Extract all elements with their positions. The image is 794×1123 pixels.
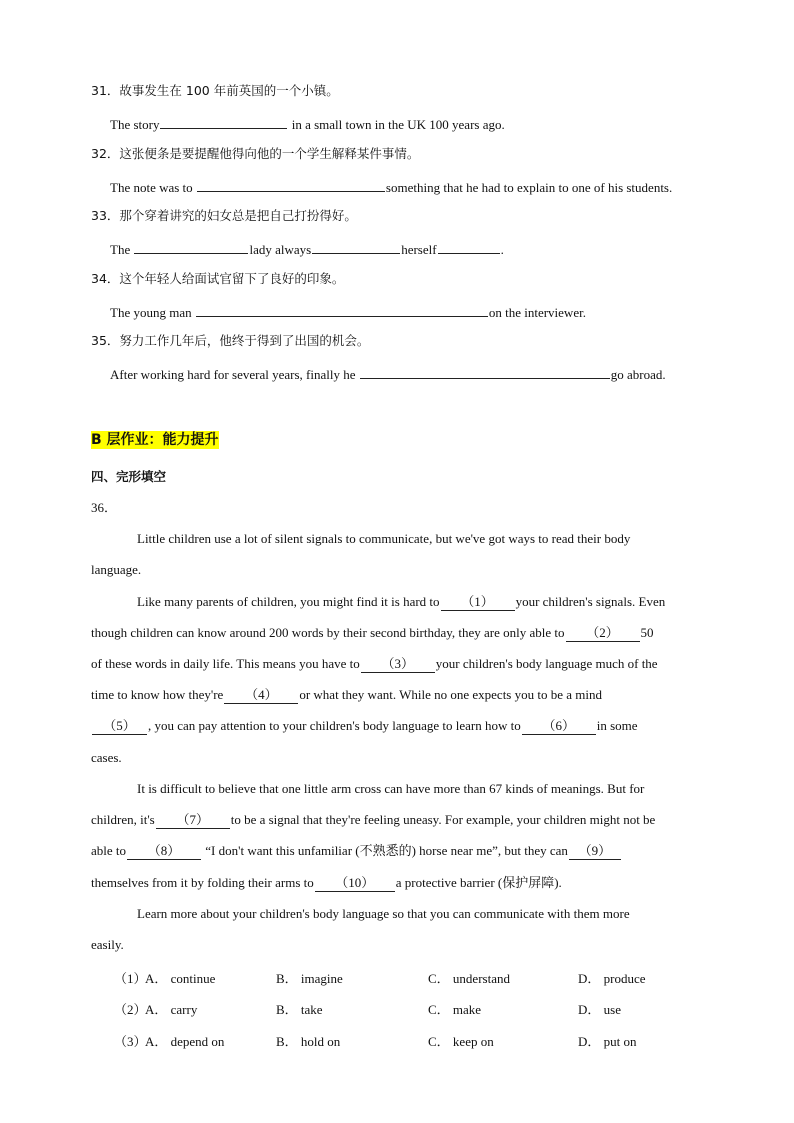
para3-l3-a: able to	[91, 843, 127, 858]
q33-text-c: herself	[401, 242, 437, 257]
para1-line2: language.	[91, 562, 142, 577]
blank-10[interactable]: （10）	[315, 875, 395, 892]
q35-text-b: go abroad.	[610, 367, 666, 382]
q34-text-b: on the interviewer.	[488, 305, 586, 320]
section-four-heading: 四、完形填空	[91, 469, 167, 484]
q31-chinese: 故事发生在 100 年前英国的一个小镇。	[119, 83, 339, 98]
para2-l5-b: in some	[596, 718, 638, 733]
option-1-b[interactable]: B． imagine	[276, 971, 343, 986]
para3-l4-b: a protective barrier (保护屏障).	[395, 875, 562, 890]
q34-text-a: The young man	[110, 305, 195, 320]
q34-blank[interactable]	[196, 303, 488, 317]
option-1-a[interactable]: A． continue	[145, 971, 216, 986]
blank-9[interactable]: （9）	[569, 843, 621, 860]
option-2-a[interactable]: A． carry	[145, 1002, 198, 1017]
option-3-number: （3）	[114, 1034, 147, 1049]
q32-text-a: The note was to	[110, 180, 196, 195]
para3-line1: It is difficult to believe that one little arm cross can have more than 67 kinds of meanings. But for	[137, 781, 645, 796]
q34-answer-line	[110, 303, 586, 321]
para3-line3	[91, 843, 622, 860]
para2-line6: cases.	[91, 750, 122, 765]
blank-7[interactable]: （7）	[156, 812, 230, 829]
q31-answer-line	[110, 115, 505, 133]
q31-text-a: The story	[110, 117, 160, 132]
q32-prompt	[91, 146, 419, 162]
q34-number: 34．	[91, 271, 120, 286]
blank-3[interactable]: （3）	[361, 656, 435, 673]
option-2-c[interactable]: C． make	[428, 1002, 482, 1017]
q35-chinese: 努力工作几年后，他终于得到了出国的机会。	[119, 333, 370, 348]
q33-answer-line	[110, 240, 504, 258]
q32-text-b: something that he had to explain to one of his students.	[385, 180, 673, 195]
blank-5[interactable]: （5）	[92, 718, 147, 735]
para2-l1-b: your children's signals. Even	[515, 594, 666, 609]
para4-line1: Learn more about your children's body language so that you can communicate with them more	[137, 906, 630, 921]
q32-number: 32．	[91, 146, 120, 161]
blank-4[interactable]: （4）	[224, 687, 298, 704]
option-3-c[interactable]: C． keep on	[428, 1034, 494, 1049]
para2-line4	[91, 687, 602, 704]
q32-chinese: 这张便条是要提醒他得向他的一个学生解释某件事情。	[119, 146, 420, 161]
section-b-heading	[91, 430, 219, 450]
q34-prompt	[91, 271, 344, 287]
q35-answer-line	[110, 365, 666, 383]
para2-l2-a: though children can know around 200 words by their second birthday, they are only able to	[91, 625, 565, 640]
blank-2[interactable]: （2）	[566, 625, 640, 642]
para1-line1: Little children use a lot of silent signals to communicate, but we've got ways to read their body	[137, 531, 631, 546]
para2-l1-a: Like many parents of children, you might find it is hard to	[137, 594, 440, 609]
q33-text-d: .	[500, 242, 504, 257]
para4-line2: easily.	[91, 937, 124, 952]
para2-line2	[91, 625, 654, 642]
q32-blank[interactable]	[197, 178, 385, 192]
q35-text-a: After working hard for several years, finally he	[110, 367, 359, 382]
para2-line1	[137, 594, 665, 611]
option-1-c[interactable]: C． understand	[428, 971, 510, 986]
para2-l5-a: , you can pay attention to your children's body language to learn how to	[148, 718, 521, 733]
para2-l3-b: your children's body language much of the	[435, 656, 658, 671]
para3-l3-b: “I don't want this unfamiliar (不熟悉的) horse near me”, but they can	[202, 843, 568, 858]
q33-number: 33．	[91, 208, 120, 223]
option-2-number: （2）	[114, 1002, 147, 1017]
q33-blank-2[interactable]	[312, 240, 400, 254]
q33-chinese: 那个穿着讲究的妇女总是把自己打扮得好。	[119, 208, 357, 223]
q32-answer-line	[110, 178, 672, 196]
q33-text-a: The	[110, 242, 134, 257]
q31-text-b: in a small town in the UK 100 years ago.	[288, 117, 505, 132]
q33-text-b: lady always	[249, 242, 312, 257]
para3-line2	[91, 812, 655, 829]
q33-prompt	[91, 208, 357, 224]
para3-l2-b: to be a signal that they're feeling uneasy. For example, your children might not be	[230, 812, 656, 827]
option-2-d[interactable]: D． use	[578, 1002, 621, 1017]
para3-l4-a: themselves from it by folding their arms to	[91, 875, 314, 890]
q33-blank-1[interactable]	[134, 240, 248, 254]
para2-line3	[91, 656, 658, 673]
para3-l2-a: children, it's	[91, 812, 155, 827]
para2-l4-a: time to know how they're	[91, 687, 224, 702]
para2-l4-b: or what they want. While no one expects you to be a mind	[299, 687, 602, 702]
option-3-b[interactable]: B． hold on	[276, 1034, 341, 1049]
blank-1[interactable]: （1）	[441, 594, 515, 611]
option-1-number: （1）	[114, 971, 147, 986]
para2-l3-a: of these words in daily life. This means you have to	[91, 656, 360, 671]
q31-blank[interactable]	[160, 115, 287, 129]
q34-chinese: 这个年轻人给面试官留下了良好的印象。	[119, 271, 345, 286]
para3-line4	[91, 875, 562, 892]
blank-6[interactable]: （6）	[522, 718, 596, 735]
para2-l2-b: 50	[640, 625, 654, 640]
q35-prompt	[91, 333, 369, 349]
q36-number: 36．	[91, 500, 118, 515]
section-b-highlight: B 层作业：能力提升	[91, 432, 219, 448]
option-2-b[interactable]: B． take	[276, 1002, 323, 1017]
q33-blank-3[interactable]	[438, 240, 500, 254]
q35-blank[interactable]	[360, 365, 610, 379]
q35-number: 35．	[91, 333, 120, 348]
option-3-d[interactable]: D． put on	[578, 1034, 637, 1049]
blank-8[interactable]: （8）	[127, 843, 201, 860]
q31-prompt	[91, 83, 339, 99]
para2-line5	[91, 718, 638, 735]
option-1-d[interactable]: D． produce	[578, 971, 646, 986]
option-3-a[interactable]: A． depend on	[145, 1034, 225, 1049]
q31-number: 31．	[91, 83, 120, 98]
